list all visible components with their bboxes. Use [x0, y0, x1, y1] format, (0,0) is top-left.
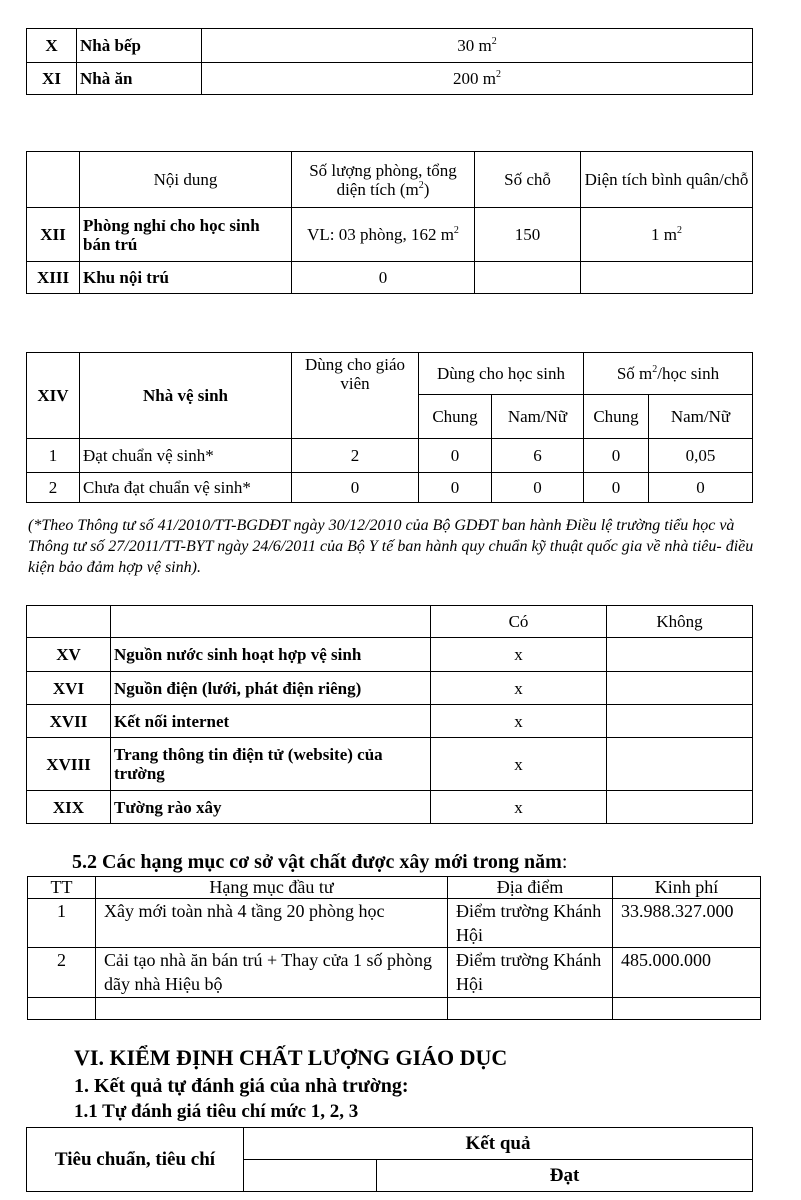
row-student-shared: 0 [419, 473, 492, 503]
table-row [28, 998, 761, 1020]
row-tt: 2 [28, 948, 96, 998]
section-5-2-title: 5.2 Các hạng mục cơ sở vật chất được xây mới trong năm: [72, 851, 568, 873]
header-per-student: Số $m^2$/học sinh [584, 353, 753, 395]
row-rooms: 0 [292, 262, 475, 294]
header-rooms: Số lượng phòng, tổng diện tích $(m^2)$ [292, 152, 475, 208]
row-student-gender: 0 [492, 473, 584, 503]
row-name: Đạt chuẩn vệ sinh* [80, 439, 292, 473]
table-row [27, 672, 753, 705]
row-seats [475, 262, 581, 294]
row-student-shared: 0 [419, 439, 492, 473]
table-kitchen-dining [26, 28, 753, 95]
row-code: XI [27, 63, 77, 95]
table-row [27, 262, 753, 294]
table-row [28, 899, 761, 948]
table-row [27, 29, 753, 63]
table-boarding [26, 151, 753, 294]
row-no [607, 672, 753, 705]
header-code: XIV [27, 353, 80, 439]
header-teacher: Dùng cho giáo viên [292, 353, 419, 439]
header-student: Dùng cho học sinh [419, 353, 584, 395]
row-name: Nhà bếp [77, 29, 202, 63]
row-tt: 1 [28, 899, 96, 948]
row-item: Cải tạo nhà ăn bán trú + Thay cửa 1 số phòng dãy nhà Hiệu bộ [96, 948, 448, 998]
row-code: X [27, 29, 77, 63]
header-gender: Nam/Nữ [649, 395, 753, 439]
footnote: (*Theo Thông tư số 41/2010/TT-BGDĐT ngày 30/12/2010 của Bộ GDĐT ban hành Điều lệ trường tiểu học và Thông tư số 27/2011/TT-BYT ngày 24/6/2011 của Bộ Y tế ban hành quy chuẩn kỹ thuật quốc gia về nhà tiêu- điều kiện bảo đảm hợp vệ sinh). [28, 517, 754, 576]
row-seats: 150 [475, 208, 581, 262]
row-cost: 485.000.000 [613, 948, 761, 998]
row-item: Xây mới toàn nhà 4 tầng 20 phòng học [96, 899, 448, 948]
row-per-shared: 0 [584, 473, 649, 503]
row-yes: x [431, 672, 607, 705]
row-code: XVIII [27, 738, 111, 791]
section-6-title: VI. KIỂM ĐỊNH CHẤT LƯỢNG GIÁO DỤC [74, 1045, 508, 1070]
row-code: XVI [27, 672, 111, 705]
row-yes: x [431, 705, 607, 738]
table-header-row [28, 877, 761, 899]
header-pass: Đạt [377, 1160, 753, 1192]
row-teacher: 2 [292, 439, 419, 473]
table-row [27, 638, 753, 672]
row-per-gender: 0,05 [649, 439, 753, 473]
row-name: Chưa đạt chuẩn vệ sinh* [80, 473, 292, 503]
header-shared: Chung [584, 395, 649, 439]
row-no [607, 738, 753, 791]
row-avg: 1 $m^2$ [581, 208, 753, 262]
table-row [27, 439, 753, 473]
row-no [607, 638, 753, 672]
header-tt: TT [28, 877, 96, 899]
table-row [27, 738, 753, 791]
table-header-row [27, 606, 753, 638]
row-name: Nguồn nước sinh hoạt hợp vệ sinh [111, 638, 431, 672]
table-header-row [27, 152, 753, 208]
row-avg [581, 262, 753, 294]
row-teacher: 0 [292, 473, 419, 503]
table-row [27, 705, 753, 738]
header-no: Không [607, 606, 753, 638]
row-value: 200 $m^2$ [202, 63, 753, 95]
table-row [27, 791, 753, 824]
row-yes: x [431, 738, 607, 791]
section-6-subtitle-2: 1.1 Tự đánh giá tiêu chí mức 1, 2, 3 [74, 1101, 359, 1122]
row-name: Nguồn điện (lưới, phát điện riêng) [111, 672, 431, 705]
table-toilets [26, 352, 753, 503]
row-no: 1 [27, 439, 80, 473]
row-name: Trang thông tin điện tử (website) của trường [111, 738, 431, 791]
row-no: 2 [27, 473, 80, 503]
header-seats: Số chỗ [475, 152, 581, 208]
header-avg: Diện tích bình quân/chỗ [581, 152, 753, 208]
row-place: Điểm trường Khánh Hội [448, 948, 613, 998]
row-yes: x [431, 638, 607, 672]
row-per-gender: 0 [649, 473, 753, 503]
header-place: Địa điểm [448, 877, 613, 899]
row-no [607, 705, 753, 738]
row-name: Phòng nghỉ cho học sinh bán trú [80, 208, 292, 262]
table-row [28, 948, 761, 998]
row-name: Tường rào xây [111, 791, 431, 824]
header-content: Nội dung [80, 152, 292, 208]
row-cost: 33.988.327.000 [613, 899, 761, 948]
row-name: Kết nối internet [111, 705, 431, 738]
header-item: Hạng mục đầu tư [96, 877, 448, 899]
table-utilities [26, 605, 753, 824]
row-student-gender: 6 [492, 439, 584, 473]
table-self-assessment [26, 1127, 753, 1192]
header-criteria: Tiêu chuẩn, tiêu chí [27, 1128, 244, 1192]
row-code: XII [27, 208, 80, 262]
row-code: XVII [27, 705, 111, 738]
header-gender: Nam/Nữ [492, 395, 584, 439]
header-result: Kết quả [244, 1128, 753, 1160]
section-6-subtitle-1: 1. Kết quả tự đánh giá của nhà trường: [74, 1075, 409, 1097]
row-name: Khu nội trú [80, 262, 292, 294]
table-header-row [27, 353, 753, 395]
table-new-construction [27, 876, 761, 1020]
row-code: XV [27, 638, 111, 672]
row-name: Nhà ăn [77, 63, 202, 95]
header-shared: Chung [419, 395, 492, 439]
row-place: Điểm trường Khánh Hội [448, 899, 613, 948]
header-name: Nhà vệ sinh [80, 353, 292, 439]
row-rooms: VL: 03 phòng, 162 $m^2$ [292, 208, 475, 262]
row-per-shared: 0 [584, 439, 649, 473]
row-yes: x [431, 791, 607, 824]
row-code: XIII [27, 262, 80, 294]
table-row [27, 208, 753, 262]
row-code: XIX [27, 791, 111, 824]
row-no [607, 791, 753, 824]
header-cost: Kinh phí [613, 877, 761, 899]
table-row [27, 473, 753, 503]
table-row [27, 63, 753, 95]
row-value: 30 $m^2$ [202, 29, 753, 63]
header-yes: Có [431, 606, 607, 638]
table-header-row [27, 1128, 753, 1160]
